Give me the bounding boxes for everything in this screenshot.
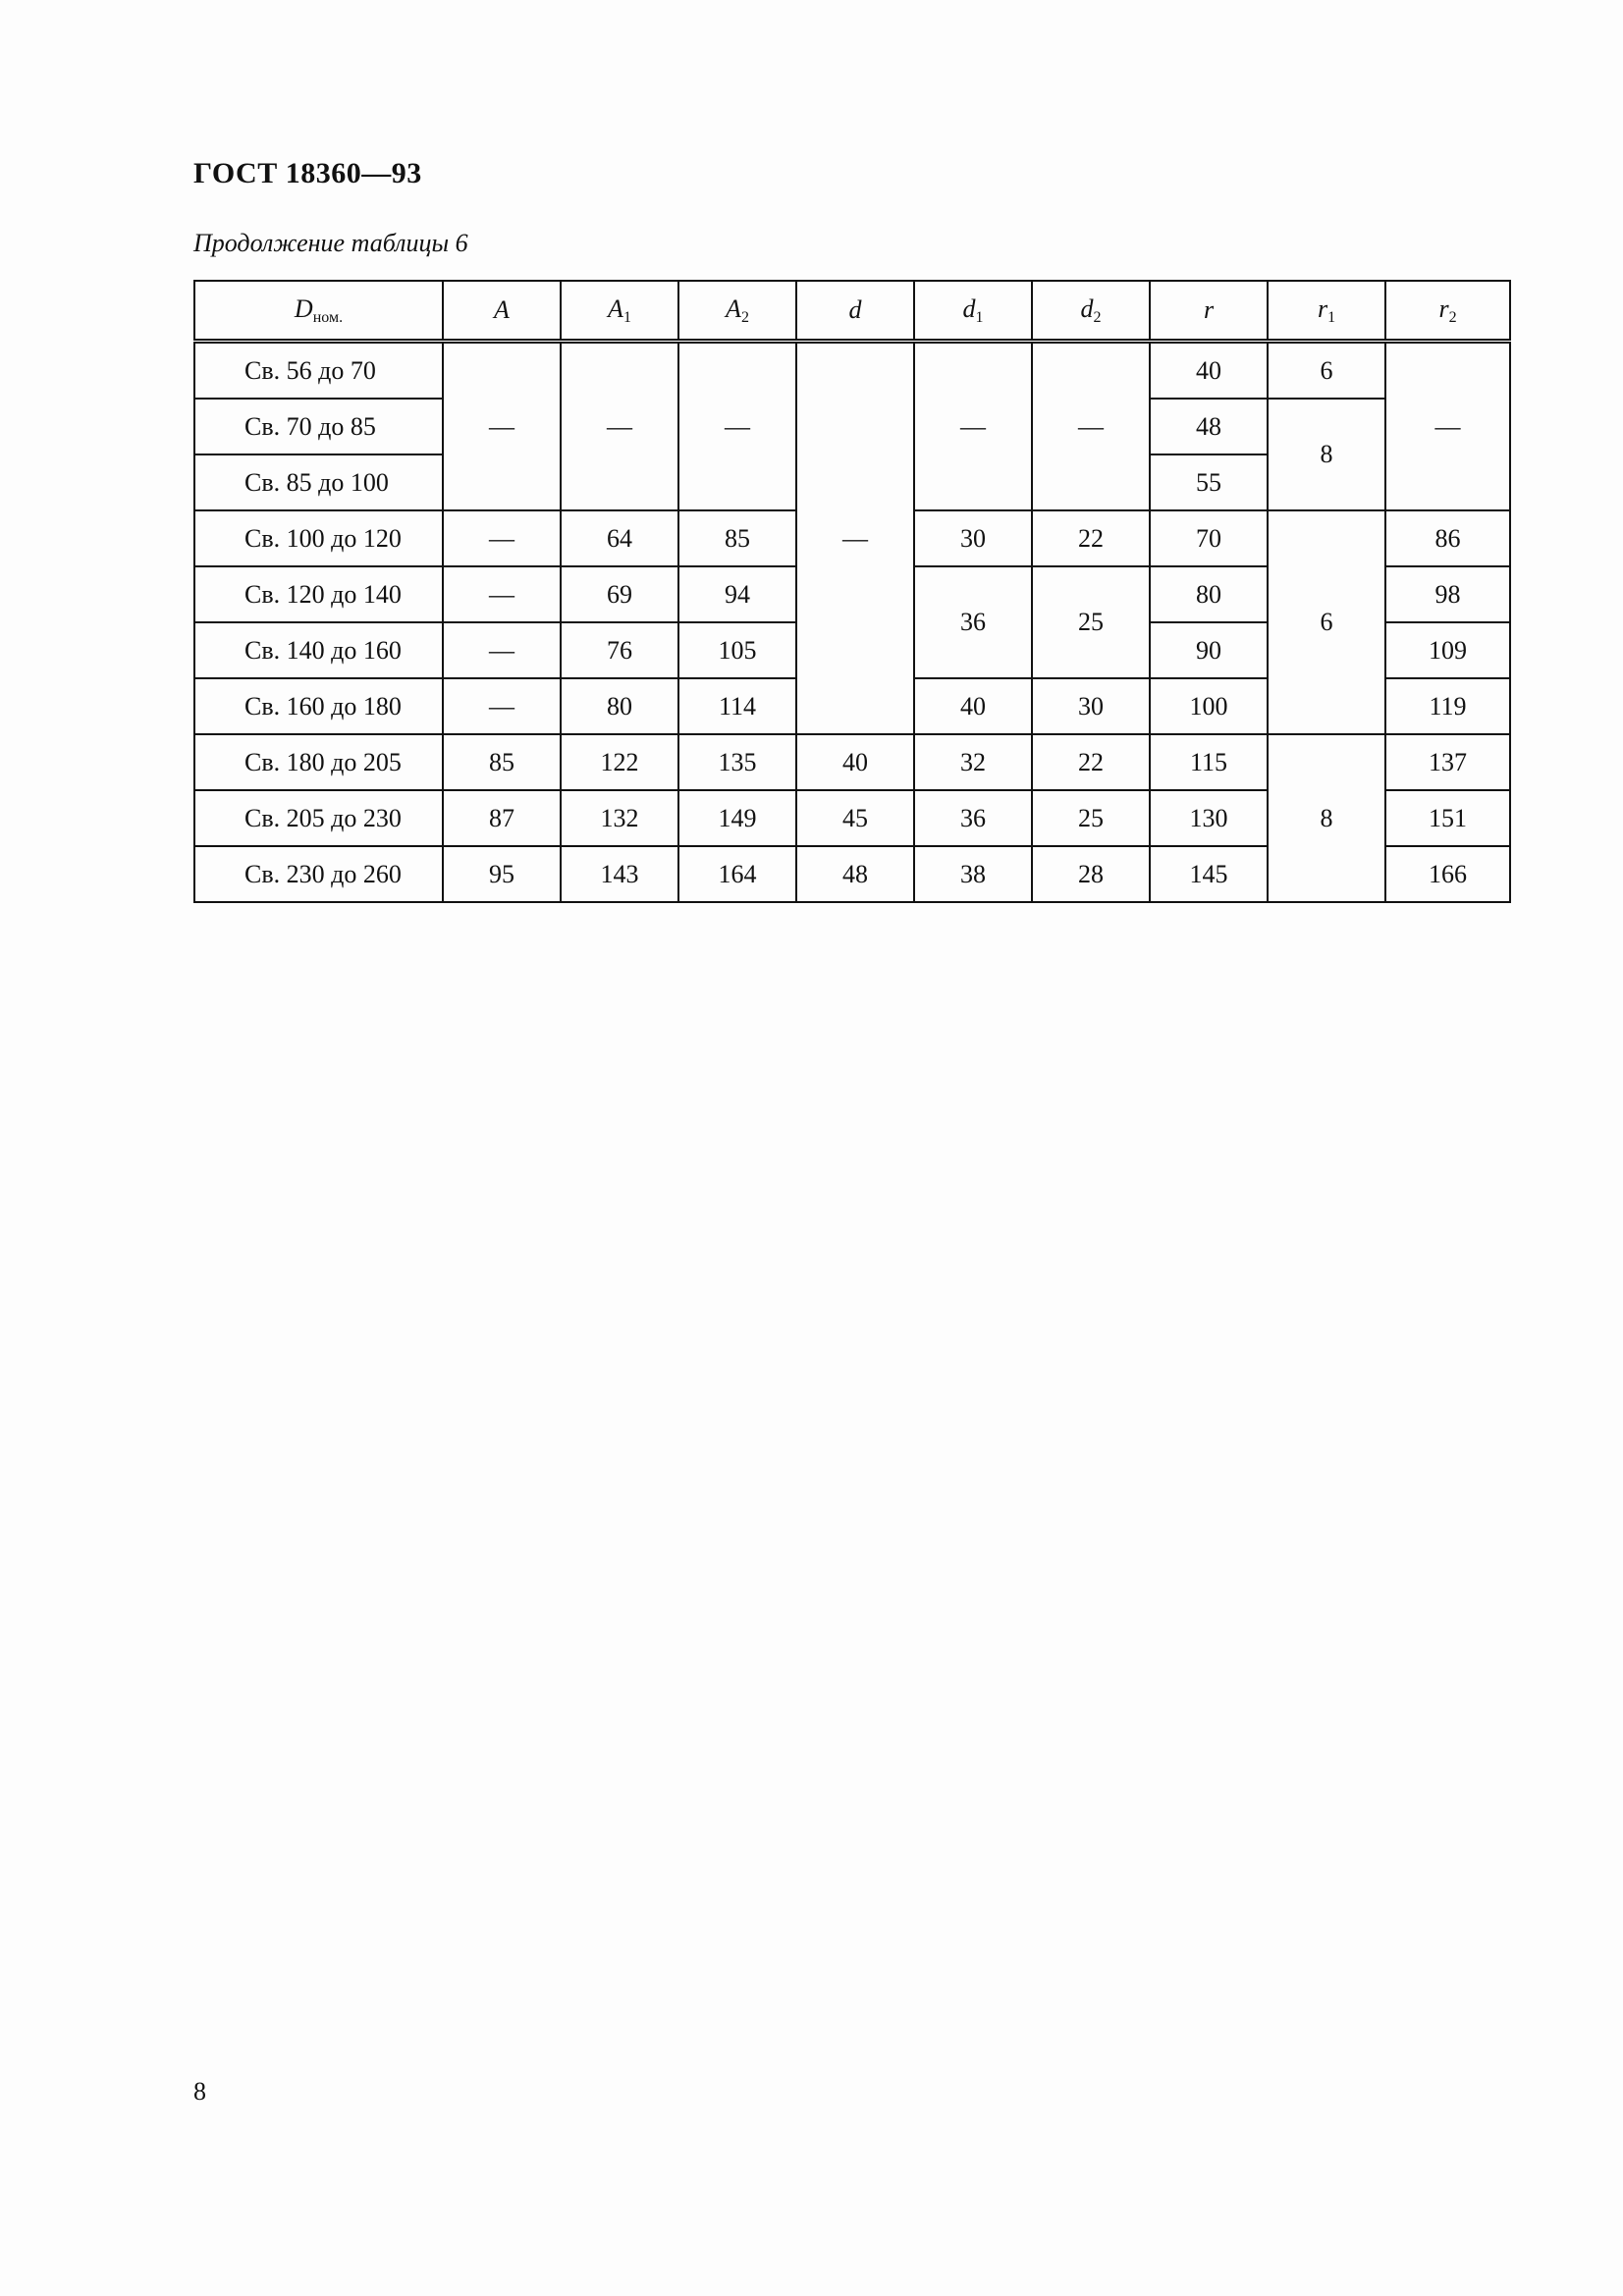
- cell-r1: 6: [1268, 342, 1385, 400]
- cell-r: 70: [1150, 510, 1268, 566]
- cell-r: 130: [1150, 790, 1268, 846]
- cell-a1: 64: [561, 510, 678, 566]
- cell-a2: 114: [678, 678, 796, 734]
- cell-d: —: [796, 342, 914, 735]
- page-number: 8: [193, 2077, 206, 2106]
- col-header-d2: $d_2$: [1032, 281, 1150, 342]
- cell-d: 45: [796, 790, 914, 846]
- cell-d2: 25: [1032, 566, 1150, 678]
- cell-r1: 8: [1268, 734, 1385, 902]
- table-header-row: [194, 281, 1510, 342]
- col-header-a2: $A_2$: [678, 281, 796, 342]
- cell-a: —: [443, 566, 561, 622]
- cell-a: 85: [443, 734, 561, 790]
- cell-r2: 151: [1385, 790, 1510, 846]
- cell-r1: 8: [1268, 399, 1385, 510]
- cell-d1: 40: [914, 678, 1032, 734]
- cell-a: —: [443, 678, 561, 734]
- cell-r1: 6: [1268, 510, 1385, 734]
- cell-r: 115: [1150, 734, 1268, 790]
- cell-r: 90: [1150, 622, 1268, 678]
- cell-a2: 85: [678, 510, 796, 566]
- cell-d1: —: [914, 342, 1032, 511]
- cell-a: 95: [443, 846, 561, 902]
- cell-a2: 149: [678, 790, 796, 846]
- cell-a1: 143: [561, 846, 678, 902]
- row-label: Св. 56 до 70: [194, 342, 443, 400]
- cell-r2: —: [1385, 342, 1510, 511]
- cell-a2: —: [678, 342, 796, 511]
- cell-d2: 25: [1032, 790, 1150, 846]
- row-label: Св. 100 до 120: [194, 510, 443, 566]
- cell-r: 80: [1150, 566, 1268, 622]
- cell-d1: 30: [914, 510, 1032, 566]
- document-title: ГОСТ 18360—93: [193, 157, 422, 189]
- col-header-d: d: [796, 281, 914, 342]
- cell-d1: 36: [914, 566, 1032, 678]
- cell-a2: 94: [678, 566, 796, 622]
- cell-a: 87: [443, 790, 561, 846]
- cell-a: —: [443, 622, 561, 678]
- cell-r: 40: [1150, 342, 1268, 400]
- col-header-a: A: [443, 281, 561, 342]
- col-header-r2: $r_2$: [1385, 281, 1510, 342]
- col-header-r1: $r_1$: [1268, 281, 1385, 342]
- col-header-r: r: [1150, 281, 1268, 342]
- cell-d2: 28: [1032, 846, 1150, 902]
- col-header-d1: $d_1$: [914, 281, 1032, 342]
- row-label: Св. 120 до 140: [194, 566, 443, 622]
- cell-r2: 119: [1385, 678, 1510, 734]
- cell-a1: 132: [561, 790, 678, 846]
- row-label: Св. 180 до 205: [194, 734, 443, 790]
- cell-r2: 109: [1385, 622, 1510, 678]
- cell-d1: 36: [914, 790, 1032, 846]
- row-label: Св. 140 до 160: [194, 622, 443, 678]
- row-label: Св. 160 до 180: [194, 678, 443, 734]
- cell-r: 100: [1150, 678, 1268, 734]
- cell-a2: 105: [678, 622, 796, 678]
- cell-d2: 30: [1032, 678, 1150, 734]
- cell-d1: 32: [914, 734, 1032, 790]
- cell-d1: 38: [914, 846, 1032, 902]
- cell-a2: 135: [678, 734, 796, 790]
- table-row: [194, 734, 1510, 790]
- row-label: Св. 85 до 100: [194, 454, 443, 510]
- cell-r2: 86: [1385, 510, 1510, 566]
- col-header-dnom: $D_{ном.}$: [194, 281, 443, 342]
- cell-d2: 22: [1032, 734, 1150, 790]
- cell-d: 40: [796, 734, 914, 790]
- cell-a: —: [443, 342, 561, 511]
- cell-a1: 76: [561, 622, 678, 678]
- cell-r: 55: [1150, 454, 1268, 510]
- cell-a1: 122: [561, 734, 678, 790]
- cell-d: 48: [796, 846, 914, 902]
- row-label: Св. 70 до 85: [194, 399, 443, 454]
- cell-r: 145: [1150, 846, 1268, 902]
- cell-a1: 69: [561, 566, 678, 622]
- row-label: Св. 230 до 260: [194, 846, 443, 902]
- cell-r2: 137: [1385, 734, 1510, 790]
- table-row: [194, 342, 1510, 400]
- spec-table: [193, 280, 1511, 903]
- col-header-a1: $A_1$: [561, 281, 678, 342]
- cell-r: 48: [1150, 399, 1268, 454]
- cell-a2: 164: [678, 846, 796, 902]
- cell-a1: —: [561, 342, 678, 511]
- table-caption: Продолжение таблицы 6: [193, 229, 468, 257]
- cell-a: —: [443, 510, 561, 566]
- cell-a1: 80: [561, 678, 678, 734]
- cell-r2: 98: [1385, 566, 1510, 622]
- cell-d2: —: [1032, 342, 1150, 511]
- cell-r2: 166: [1385, 846, 1510, 902]
- row-label: Св. 205 до 230: [194, 790, 443, 846]
- cell-d2: 22: [1032, 510, 1150, 566]
